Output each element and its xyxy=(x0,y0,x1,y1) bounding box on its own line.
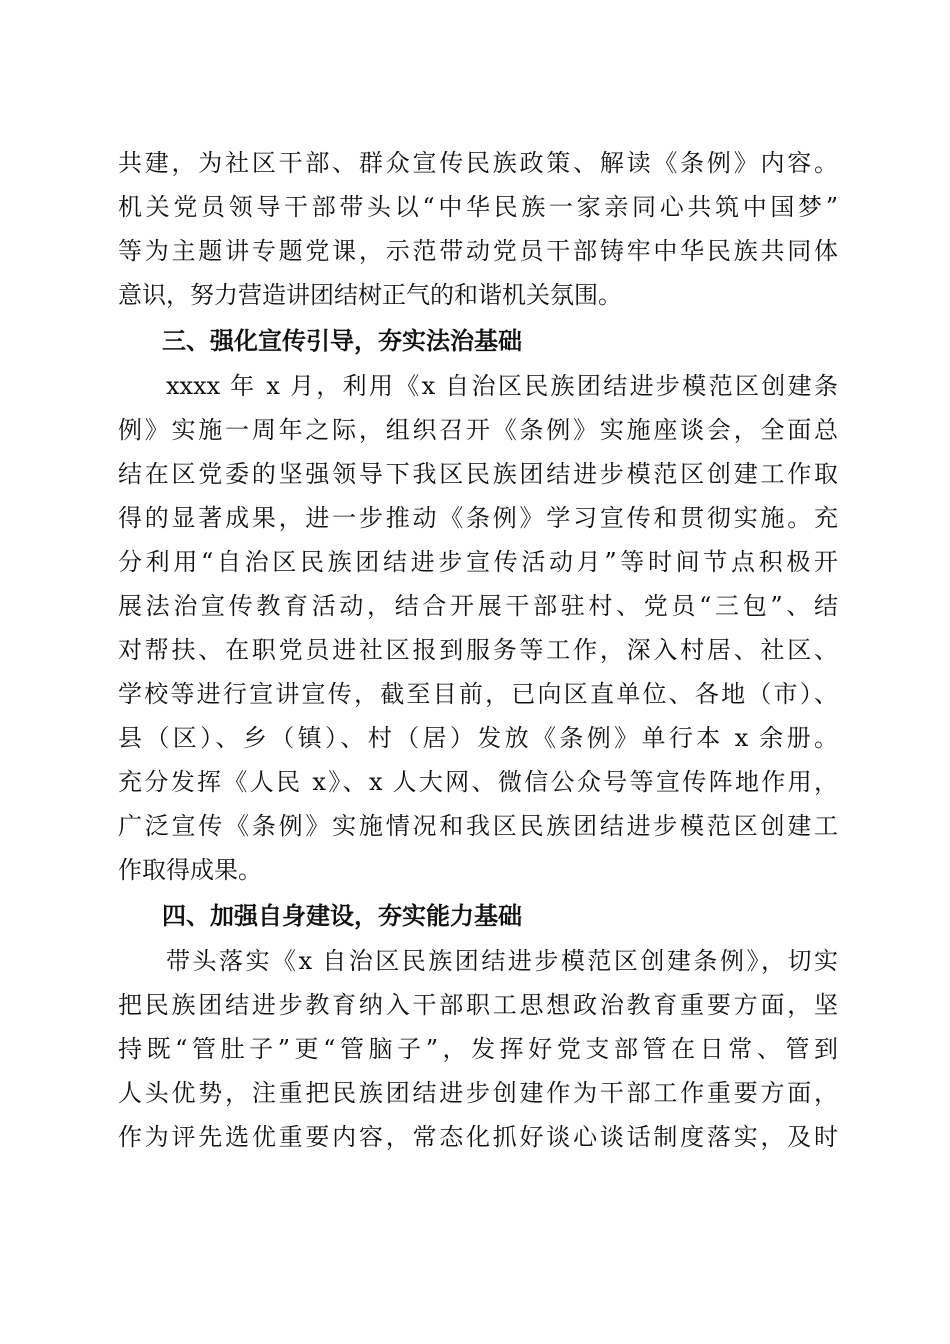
body-text-line: 县（区）、乡（镇）、村（居）发放《条例》单行本 x 余册。 xyxy=(118,724,838,752)
body-text-line: 人头优势，注重把民族团结进步创建作为干部工作重要方面， xyxy=(118,1079,838,1107)
body-text-line: 广泛宣传《条例》实施情况和我区民族团结进步模范区创建工 xyxy=(118,812,838,840)
body-text-line: 充分发挥《人民 x》、x 人大网、微信公众号等宣传阵地作用， xyxy=(118,768,838,796)
body-text-line: 例》实施一周年之际，组织召开《条例》实施座谈会，全面总 xyxy=(118,416,838,444)
body-text-line: 把民族团结进步教育纳入干部职工思想政治教育重要方面，坚 xyxy=(118,991,838,1019)
body-text-line: 结在区党委的坚强领导下我区民族团结进步模范区创建工作取 xyxy=(118,460,838,488)
body-text-line: 意识，努力营造讲团结树正气的和谐机关氛围。 xyxy=(118,281,622,309)
body-text-line: 持既“管肚子”更“管脑子”，发挥好党支部管在日常、管到 xyxy=(118,1035,838,1063)
body-text-line: 展法治宣传教育活动，结合开展干部驻村、党员“三包”、结 xyxy=(118,592,838,620)
body-text-line: 学校等进行宣讲宣传，截至目前，已向区直单位、各地（市）、 xyxy=(118,680,838,708)
body-text-line: 机关党员领导干部带头以“中华民族一家亲同心共筑中国梦” xyxy=(118,193,838,221)
body-text-line: 对帮扶、在职党员进社区报到服务等工作，深入村居、社区、 xyxy=(118,636,838,664)
body-text-line: 等为主题讲专题党课，示范带动党员干部铸牢中华民族共同体 xyxy=(118,237,838,265)
paragraph-first-line: 带头落实《x 自治区民族团结进步模范区创建条例》，切实 xyxy=(166,947,838,975)
body-text-line: 作为评先选优重要内容，常态化抓好谈心谈话制度落实，及时 xyxy=(118,1123,838,1151)
paragraph-first-line: xxxx 年 x 月，利用《x 自治区民族团结进步模范区创建条 xyxy=(166,372,838,400)
body-text-line: 作取得成果。 xyxy=(118,856,262,884)
section-heading-3: 三、强化宣传引导，夯实法治基础 xyxy=(162,327,522,355)
body-text-line: 共建，为社区干部、群众宣传民族政策、解读《条例》内容。 xyxy=(118,149,838,177)
section-heading-4: 四、加强自身建设，夯实能力基础 xyxy=(162,902,522,930)
body-text-line: 分利用“自治区民族团结进步宣传活动月”等时间节点积极开 xyxy=(118,548,838,576)
body-text-line: 得的显著成果，进一步推动《条例》学习宣传和贯彻实施。充 xyxy=(118,504,838,532)
